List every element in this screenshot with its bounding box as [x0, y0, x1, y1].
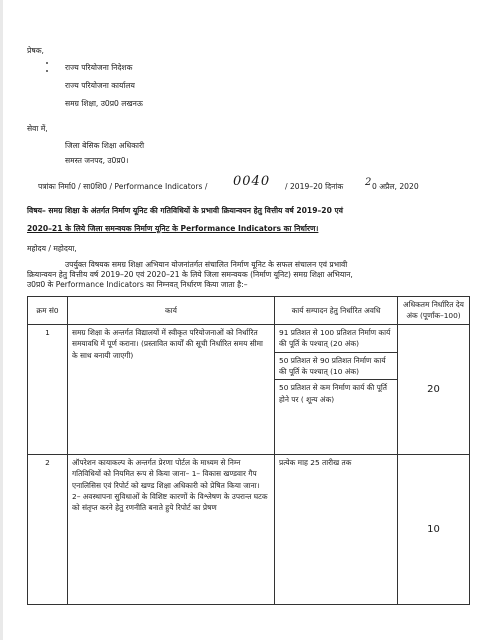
row-marks: 10 [398, 454, 470, 604]
scan-speck [46, 70, 48, 72]
letter-day-handwritten: 2 [365, 177, 373, 188]
criteria-item: 50 प्रतिशत से 90 प्रतिशत निर्माण कार्य की पूर्ति के पश्चात् (10 अंक) [275, 353, 397, 381]
row-sno: 1 [28, 324, 68, 454]
header-criteria: कार्य सम्पादन हेतु निर्धारित अवधि [275, 297, 398, 325]
body-line-3: उ0प्र0 के Performance Indicators का निम्नवत् निर्धारण किया जाता है:– [27, 280, 248, 289]
criteria-item: प्रत्येक माह 25 तारीख तक [279, 457, 352, 467]
sender-address: समग्र शिक्षा, उ0प्र0 लखनऊ [65, 99, 143, 108]
row-sno: 2 [28, 454, 68, 604]
scan-speck [46, 62, 48, 64]
recipient-title: जिला बेसिक शिक्षा अधिकारी [65, 141, 145, 150]
letter-date: 0 अप्रैल, 2020 [372, 182, 419, 191]
sender-title: राज्य परियोजना निदेशक [65, 63, 133, 72]
row-work: समग्र शिक्षा के अन्तर्गत विद्यालयों में स्वीकृत परियोजनाओं को निर्धारित समयावधि में पूर्ण कराना। (प्रस्तावित कार्यों की सूची निर्धारित समय सीमा के साथ बनायी जाएगी) [68, 324, 275, 454]
header-sno: क्रम सं0 [28, 297, 68, 325]
recipient-label: सेवा में, [27, 124, 48, 133]
sender-label: प्रेषक, [27, 46, 44, 55]
subject-line-1: विषय– समग्र शिक्षा के अंतर्गत निर्माण यूनिट की गतिविधियों के प्रभावी क्रियान्वयन हेतु वित्तीय वर्ष 2019–20 एवं [27, 206, 343, 215]
criteria-item: 91 प्रतिशत से 100 प्रतिशत निर्माण कार्य की पूर्ति के पश्चात् (20 अंक) [275, 325, 397, 353]
row-criteria [275, 324, 398, 454]
row-marks: 20 [398, 324, 470, 454]
letter-ref-prefix: पत्रांकः निर्मा0 / सा0शि0 / Performance Indicators / [38, 182, 208, 191]
letter-ref-suffix: / 2019–20 दिनांक [285, 182, 344, 191]
body-line-2: क्रियान्वयन हेतु वित्तीय वर्ष 2019–20 एवं 2020–21 के लिये जिला समन्वयक (निर्माण यूनिट) समग्र शिक्षा अभियान, [27, 270, 353, 279]
scan-edge [0, 0, 3, 640]
row-work: ऑपरेशन कायाकल्प के अन्तर्गत प्रेरणा पोर्टल के माध्यम से निम्न गतिविधियों को नियमित रूप से किया जाना– 1– विकास खण्डवार गैप एनालिसिस एवं रिपोर्ट को खण्ड शिक्षा अधिकारी को प्रेषित किया जाना। 2– अवस्थापना सुविधाओं के विशिष्ट कारणों के विश्लेषण के उपरान्त घटक को संतृप्त करने हेतु रणनीति बनाते हुये रिपोर्ट का प्रेषण [68, 454, 275, 604]
row-criteria [275, 454, 398, 604]
performance-table [27, 296, 470, 605]
table-row [28, 324, 470, 454]
criteria-item: 50 प्रतिशत से कम निर्माण कार्य की पूर्ति होने पर ( शून्य अंक) [279, 383, 387, 404]
header-work: कार्य [68, 297, 275, 325]
sender-office: राज्य परियोजना कार्यालय [65, 81, 135, 90]
letter-number-handwritten: 0040 [233, 174, 271, 189]
table-row [28, 454, 470, 604]
header-marks: अधिकतम निर्धारित देय अंक (पूर्णांक–100) [398, 297, 470, 325]
salutation: महोदय / महोदया, [27, 244, 77, 253]
subject-line-2: 2020–21 के लिये जिला समन्वयक निर्माण यूनिट के Performance Indicators का निर्धारण। [27, 224, 319, 233]
recipient-address: समस्त जनपद, उ0प्र0। [65, 156, 129, 165]
body-line-1: उपर्युक्त विषयक समग्र शिक्षा अभियान योजनांतर्गत संचालित निर्माण यूनिट के सफल संचालन एवं प्रभावी [65, 260, 348, 269]
table-header-row [28, 297, 470, 325]
